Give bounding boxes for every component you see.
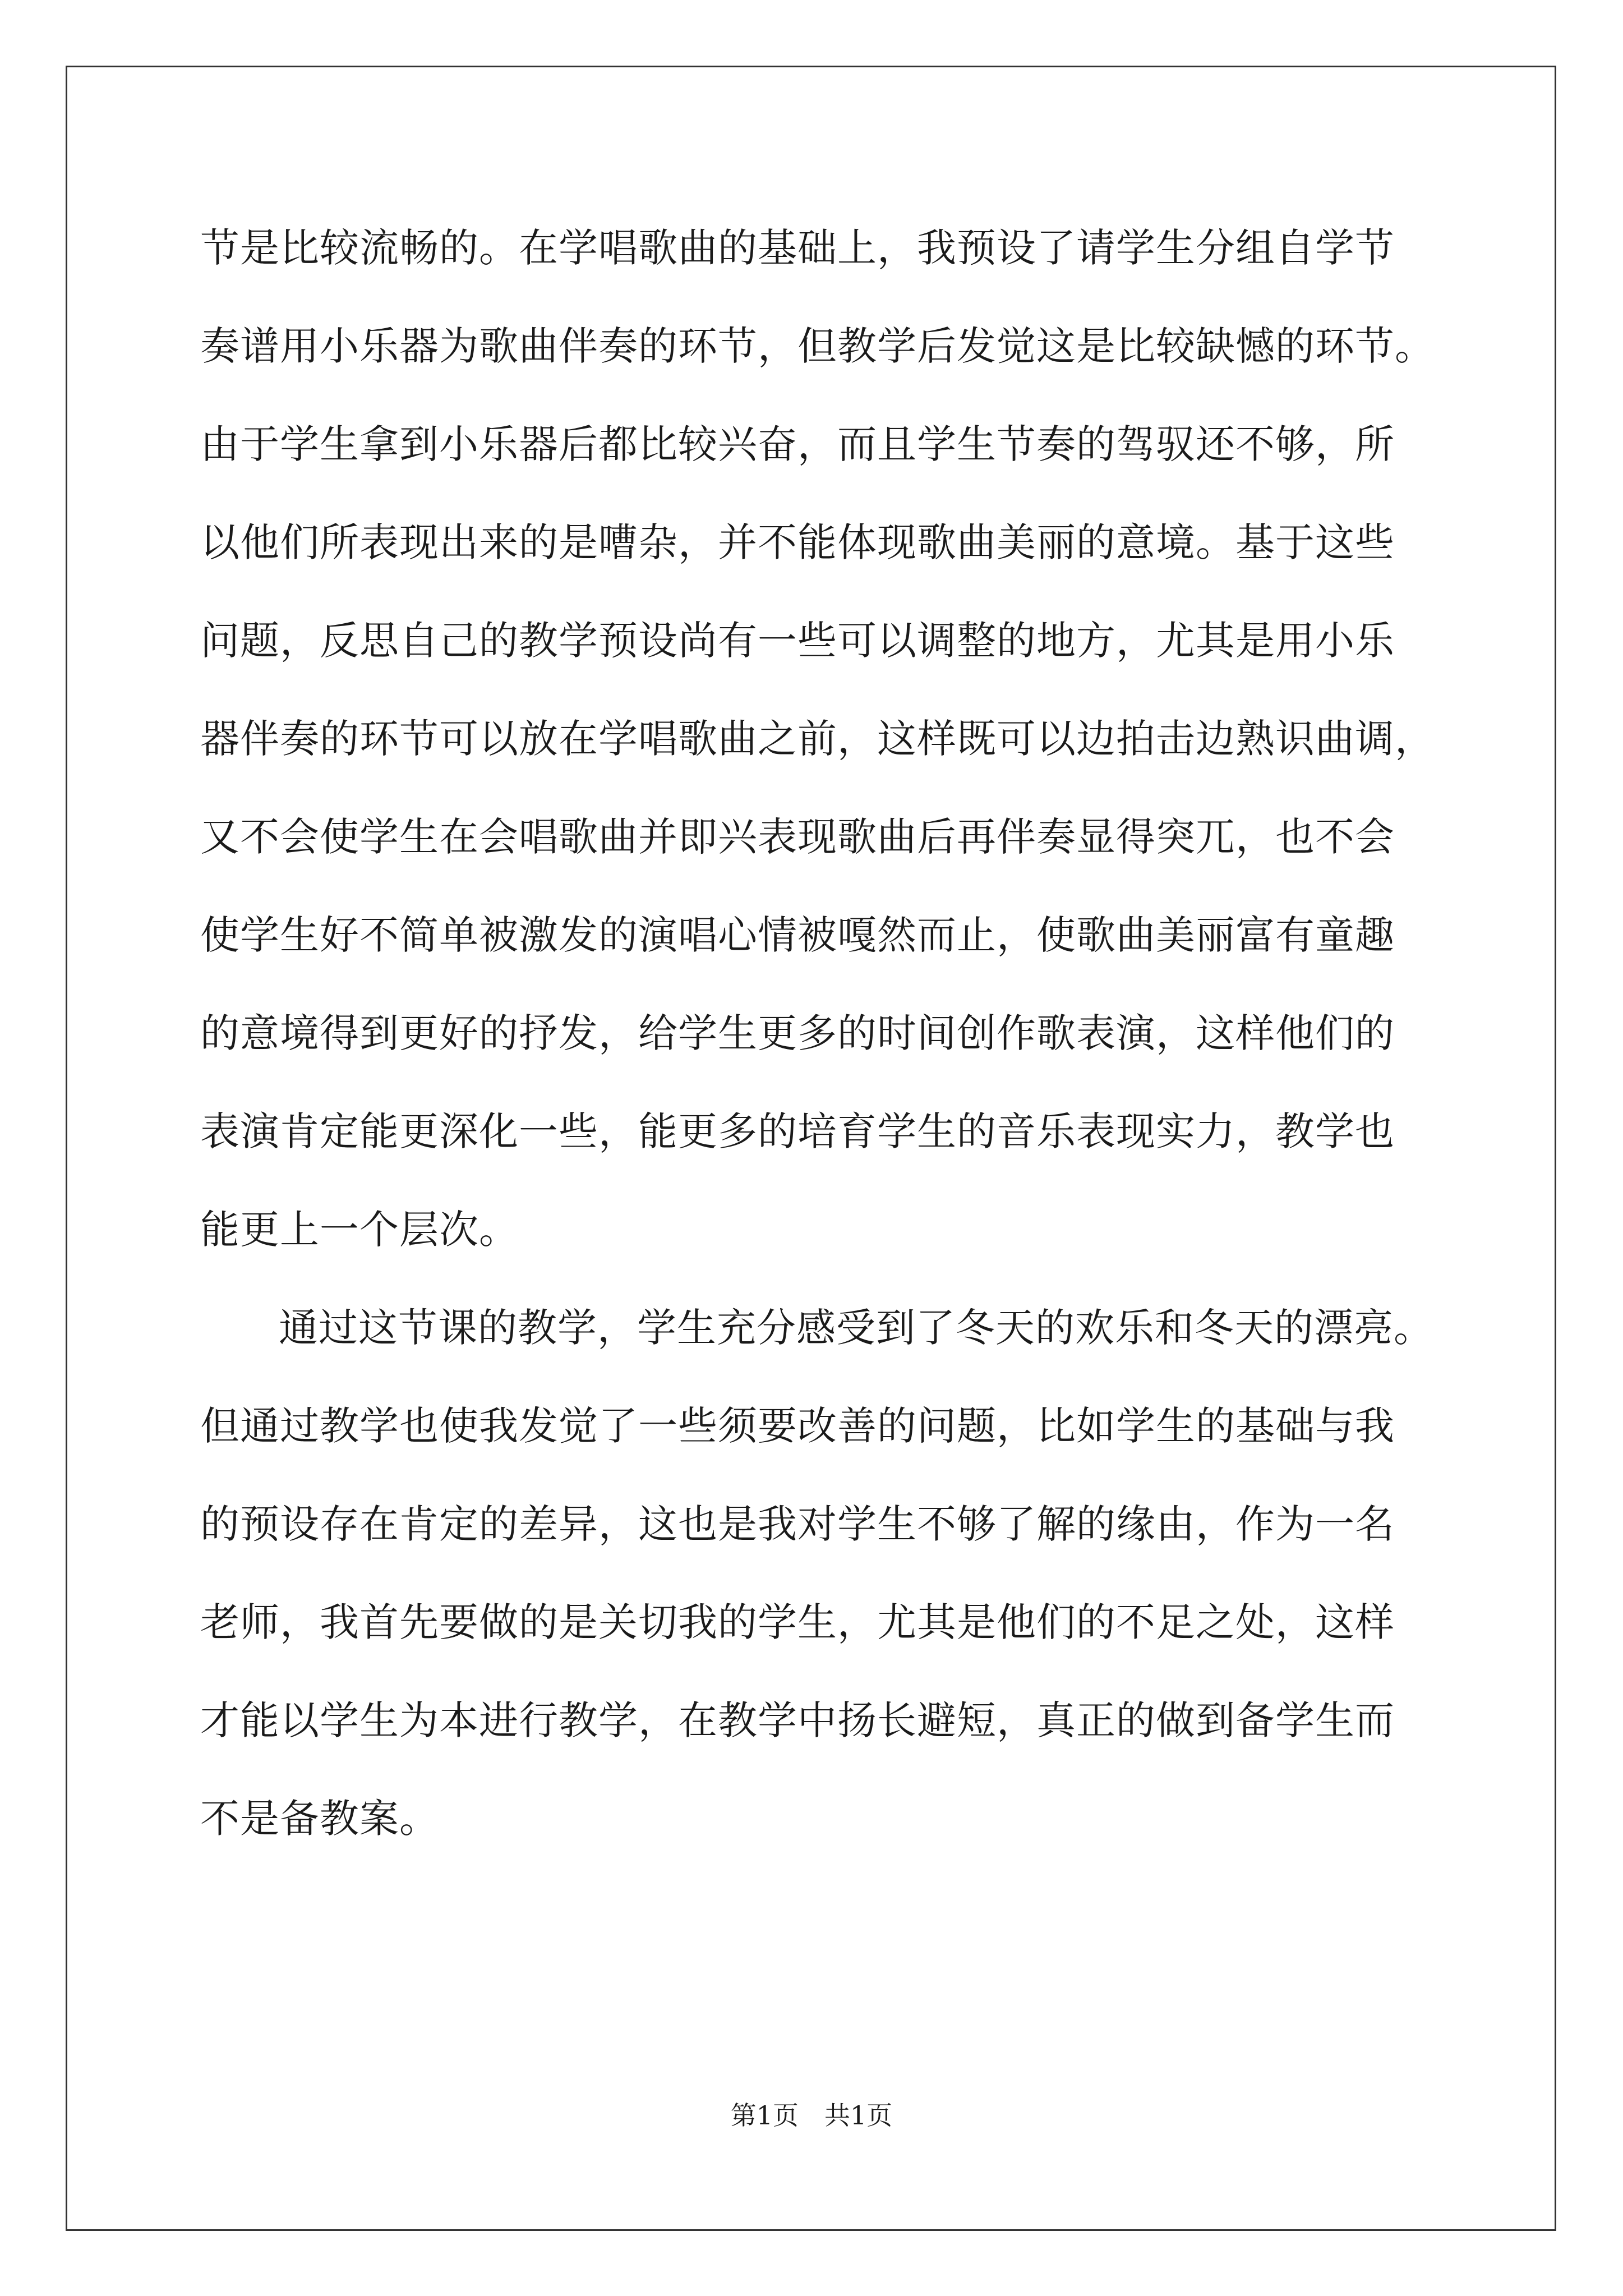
text-line: 通过这节课的教学，学生充分感受到了冬天的欢乐和冬天的漂亮。: [279, 1305, 1433, 1351]
text-line: 节是比较流畅的。在学唱歌曲的基础上，我预设了请学生分组自学节: [200, 225, 1395, 271]
text-line: 才能以学生为本进行教学，在教学中扬长避短，真正的做到备学生而: [200, 1697, 1395, 1743]
text-line: 奏谱用小乐器为歌曲伴奏的环节，但教学后发觉这是比较缺憾的环节。: [200, 323, 1435, 369]
text-line: 问题，反思自己的教学预设尚有一些可以调整的地方，尤其是用小乐: [200, 618, 1395, 664]
text-line: 的意境得到更好的抒发，给学生更多的时间创作歌表演，这样他们的: [200, 1010, 1395, 1056]
text-line: 的预设存在肯定的差异，这也是我对学生不够了解的缘由，作为一名: [200, 1501, 1395, 1547]
text-line: 不是备教案。: [200, 1796, 439, 1842]
text-line: 能更上一个层次。: [200, 1207, 519, 1253]
text-line: 由于学生拿到小乐器后都比较兴奋，而且学生节奏的驾驭还不够，所: [200, 421, 1395, 467]
text-line: 又不会使学生在会唱歌曲并即兴表现歌曲后再伴奏显得突兀，也不会: [200, 814, 1395, 860]
text-line: 表演肯定能更深化一些，能更多的培育学生的音乐表现实力，教学也: [200, 1108, 1395, 1154]
text-line: 器伴奏的环节可以放在学唱歌曲之前，这样既可以边拍击边熟识曲调，: [200, 716, 1435, 762]
text-line: 以他们所表现出来的是嘈杂，并不能体现歌曲美丽的意境。基于这些: [200, 519, 1395, 565]
page-number-footer: 第1页 共1页: [730, 2100, 893, 2131]
text-line: 使学生好不简单被激发的演唱心情被嘎然而止，使歌曲美丽富有童趣: [200, 912, 1395, 958]
text-line: 老师，我首先要做的是关切我的学生，尤其是他们的不足之处，这样: [200, 1599, 1395, 1645]
text-line: 但通过教学也使我发觉了一些须要改善的问题，比如学生的基础与我: [200, 1403, 1395, 1449]
